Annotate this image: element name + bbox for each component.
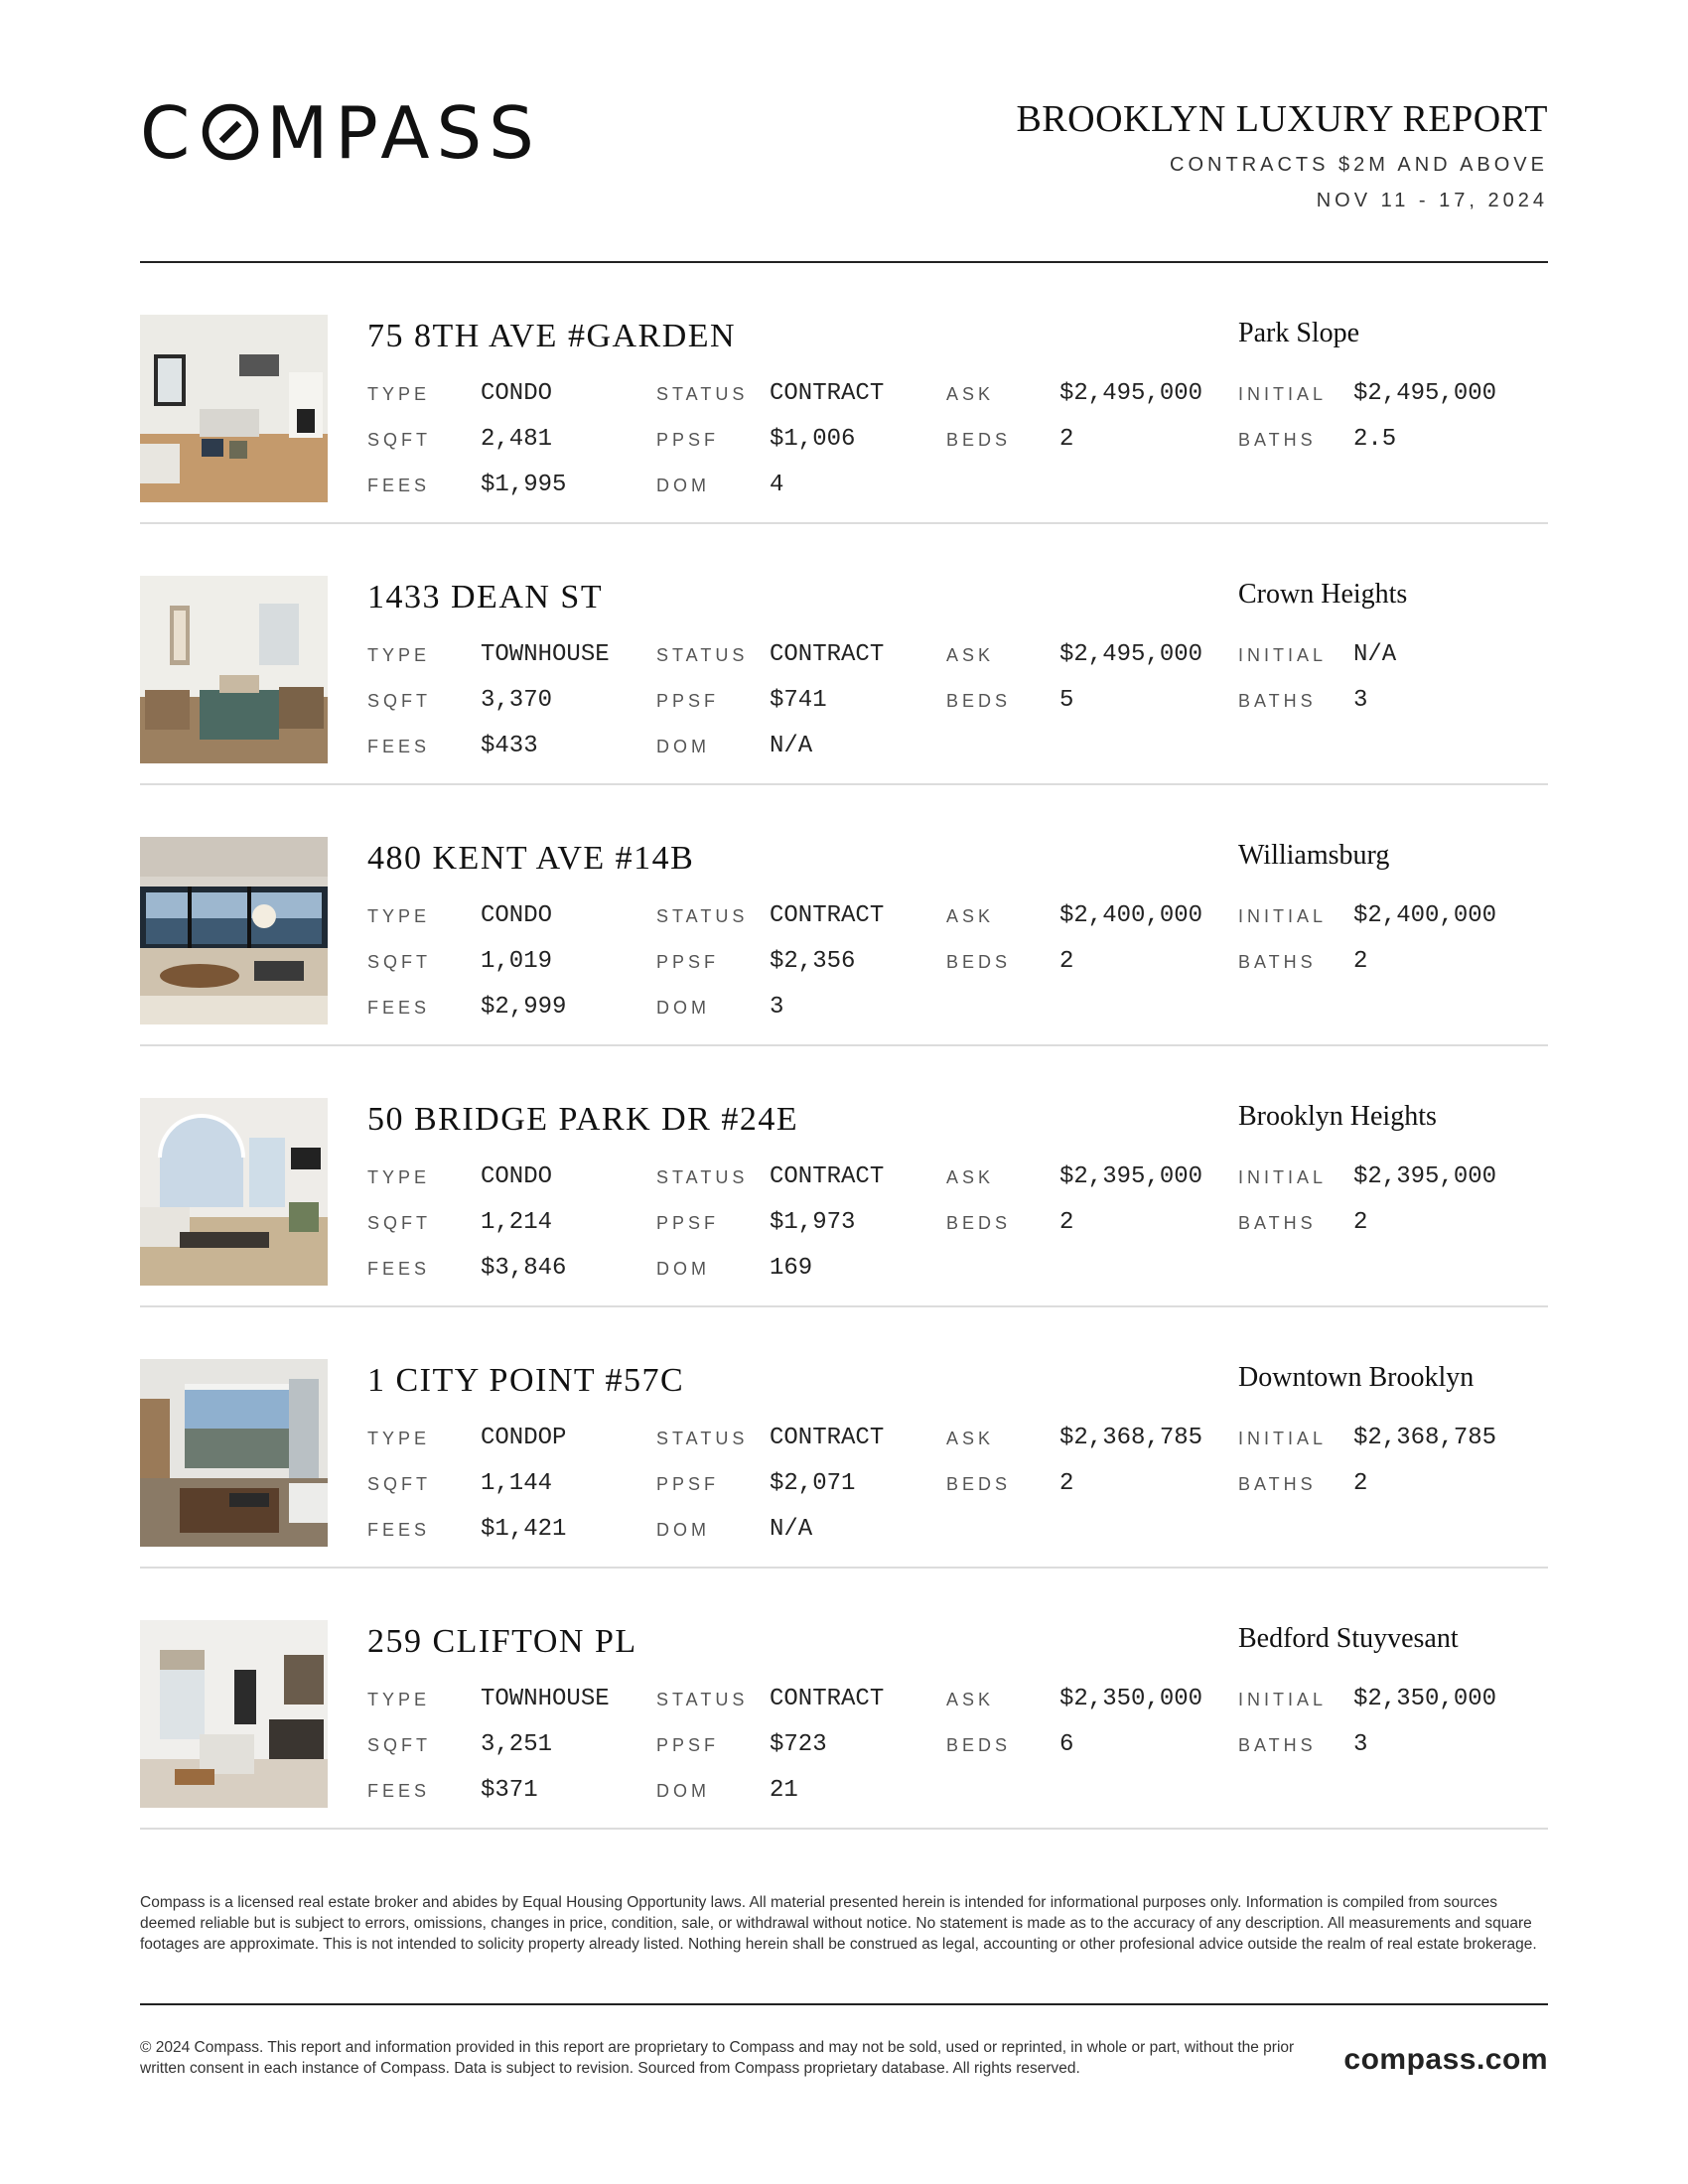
dom-label: DOM bbox=[656, 1520, 710, 1540]
ppsf-value: $741 bbox=[770, 687, 827, 714]
initial-value: $2,495,000 bbox=[1353, 380, 1497, 407]
initial-value: $2,368,785 bbox=[1353, 1425, 1497, 1451]
type-value: CONDO bbox=[481, 1163, 553, 1190]
beds-value: 2 bbox=[1059, 948, 1074, 975]
copyright-text: © 2024 Compass. This report and information provided in this report are proprietary to Compass and may not be sold, used or reprinted, in whole or part, without the prior written consent in each instance of Compass. Data is subject to revision. Sourced from Compass proprietary database. All rights reserved. bbox=[140, 2039, 1295, 2077]
status-label: STATUS bbox=[656, 384, 749, 404]
status-value: CONTRACT bbox=[770, 902, 885, 929]
sqft-label: SQFT bbox=[367, 430, 431, 450]
listing-photo[interactable] bbox=[140, 837, 328, 1024]
ask-label: ASK bbox=[946, 1429, 995, 1448]
initial-label: INITIAL bbox=[1238, 1429, 1328, 1448]
ppsf-value: $2,071 bbox=[770, 1470, 856, 1497]
fees-value: $3,846 bbox=[481, 1255, 567, 1282]
type-label: TYPE bbox=[367, 1690, 431, 1709]
ask-label: ASK bbox=[946, 1690, 995, 1709]
initial-label: INITIAL bbox=[1238, 645, 1328, 665]
initial-value: $2,350,000 bbox=[1353, 1686, 1497, 1712]
initial-value: N/A bbox=[1353, 641, 1397, 668]
type-value: CONDO bbox=[481, 902, 553, 929]
ppsf-label: PPSF bbox=[656, 691, 720, 711]
type-label: TYPE bbox=[367, 1167, 431, 1187]
listing-row bbox=[140, 785, 1548, 1046]
status-value: CONTRACT bbox=[770, 641, 885, 668]
beds-label: BEDS bbox=[946, 691, 1012, 711]
baths-label: BATHS bbox=[1238, 952, 1317, 972]
ppsf-label: PPSF bbox=[656, 430, 720, 450]
fees-label: FEES bbox=[367, 737, 431, 756]
listing-neighborhood: Williamsburg bbox=[1238, 840, 1390, 871]
listing-address[interactable]: 259 CLIFTON PL bbox=[367, 1623, 637, 1660]
dom-label: DOM bbox=[656, 476, 710, 495]
fees-value: $1,995 bbox=[481, 472, 567, 498]
listing-row bbox=[140, 1569, 1548, 1830]
fees-label: FEES bbox=[367, 1259, 431, 1279]
ppsf-label: PPSF bbox=[656, 1213, 720, 1233]
initial-label: INITIAL bbox=[1238, 906, 1328, 926]
listing-photo[interactable] bbox=[140, 315, 328, 502]
listing-neighborhood: Downtown Brooklyn bbox=[1238, 1362, 1475, 1393]
compass-logo: C MPASS bbox=[140, 91, 541, 175]
status-value: CONTRACT bbox=[770, 1686, 885, 1712]
ppsf-value: $2,356 bbox=[770, 948, 856, 975]
dom-value: 169 bbox=[770, 1255, 813, 1282]
baths-label: BATHS bbox=[1238, 1474, 1317, 1494]
sqft-label: SQFT bbox=[367, 1735, 431, 1755]
baths-label: BATHS bbox=[1238, 1213, 1317, 1233]
sqft-value: 3,370 bbox=[481, 687, 553, 714]
type-label: TYPE bbox=[367, 906, 431, 926]
beds-label: BEDS bbox=[946, 1735, 1012, 1755]
listing-photo[interactable] bbox=[140, 1098, 328, 1286]
type-label: TYPE bbox=[367, 645, 431, 665]
sqft-value: 1,214 bbox=[481, 1209, 553, 1236]
fees-label: FEES bbox=[367, 998, 431, 1018]
sqft-value: 1,019 bbox=[481, 948, 553, 975]
dom-value: N/A bbox=[770, 1516, 813, 1543]
sqft-label: SQFT bbox=[367, 952, 431, 972]
baths-value: 2 bbox=[1353, 1470, 1368, 1497]
beds-label: BEDS bbox=[946, 430, 1012, 450]
type-value: TOWNHOUSE bbox=[481, 1686, 610, 1712]
initial-label: INITIAL bbox=[1238, 1167, 1328, 1187]
listing-row bbox=[140, 263, 1548, 524]
initial-value: $2,400,000 bbox=[1353, 902, 1497, 929]
status-label: STATUS bbox=[656, 1690, 749, 1709]
beds-value: 6 bbox=[1059, 1731, 1074, 1758]
status-label: STATUS bbox=[656, 906, 749, 926]
listing-neighborhood: Crown Heights bbox=[1238, 579, 1408, 610]
listing-address[interactable]: 50 BRIDGE PARK DR #24E bbox=[367, 1101, 799, 1138]
listings bbox=[140, 263, 1548, 1830]
compass-website-link[interactable]: compass.com bbox=[1343, 2043, 1548, 2076]
ask-value: $2,495,000 bbox=[1059, 641, 1203, 668]
fees-value: $371 bbox=[481, 1777, 538, 1804]
dom-label: DOM bbox=[656, 1259, 710, 1279]
fees-value: $1,421 bbox=[481, 1516, 567, 1543]
listing-address[interactable]: 1433 DEAN ST bbox=[367, 579, 604, 615]
report-subtitle: CONTRACTS $2M AND ABOVE bbox=[1170, 154, 1548, 176]
beds-value: 5 bbox=[1059, 687, 1074, 714]
beds-value: 2 bbox=[1059, 1470, 1074, 1497]
listing-neighborhood: Brooklyn Heights bbox=[1238, 1101, 1437, 1132]
sqft-label: SQFT bbox=[367, 1474, 431, 1494]
sqft-value: 3,251 bbox=[481, 1731, 553, 1758]
ppsf-label: PPSF bbox=[656, 952, 720, 972]
beds-label: BEDS bbox=[946, 1474, 1012, 1494]
baths-value: 2.5 bbox=[1353, 426, 1397, 453]
status-label: STATUS bbox=[656, 645, 749, 665]
ask-value: $2,400,000 bbox=[1059, 902, 1203, 929]
listing-address[interactable]: 75 8TH AVE #GARDEN bbox=[367, 318, 737, 354]
fees-label: FEES bbox=[367, 1520, 431, 1540]
sqft-label: SQFT bbox=[367, 1213, 431, 1233]
sqft-label: SQFT bbox=[367, 691, 431, 711]
beds-value: 2 bbox=[1059, 1209, 1074, 1236]
initial-value: $2,395,000 bbox=[1353, 1163, 1497, 1190]
listing-photo[interactable] bbox=[140, 576, 328, 763]
type-value: TOWNHOUSE bbox=[481, 641, 610, 668]
type-value: CONDO bbox=[481, 380, 553, 407]
fees-value: $433 bbox=[481, 733, 538, 759]
type-label: TYPE bbox=[367, 384, 431, 404]
ask-value: $2,368,785 bbox=[1059, 1425, 1203, 1451]
listing-address[interactable]: 1 CITY POINT #57C bbox=[367, 1362, 685, 1399]
status-value: CONTRACT bbox=[770, 380, 885, 407]
fees-label: FEES bbox=[367, 1781, 431, 1801]
dom-label: DOM bbox=[656, 737, 710, 756]
dom-value: N/A bbox=[770, 733, 813, 759]
status-value: CONTRACT bbox=[770, 1425, 885, 1451]
type-label: TYPE bbox=[367, 1429, 431, 1448]
ask-label: ASK bbox=[946, 906, 995, 926]
type-value: CONDOP bbox=[481, 1425, 567, 1451]
listing-row bbox=[140, 524, 1548, 785]
listing-row bbox=[140, 1046, 1548, 1307]
listing-photo[interactable] bbox=[140, 1620, 328, 1808]
ppsf-value: $723 bbox=[770, 1731, 827, 1758]
baths-label: BATHS bbox=[1238, 1735, 1317, 1755]
ask-value: $2,495,000 bbox=[1059, 380, 1203, 407]
baths-value: 3 bbox=[1353, 1731, 1368, 1758]
beds-value: 2 bbox=[1059, 426, 1074, 453]
report-date: NOV 11 - 17, 2024 bbox=[1316, 190, 1548, 211]
beds-label: BEDS bbox=[946, 952, 1012, 972]
ask-label: ASK bbox=[946, 645, 995, 665]
report-page bbox=[140, 0, 1548, 2184]
status-value: CONTRACT bbox=[770, 1163, 885, 1190]
beds-label: BEDS bbox=[946, 1213, 1012, 1233]
ask-label: ASK bbox=[946, 384, 995, 404]
baths-value: 3 bbox=[1353, 687, 1368, 714]
dom-value: 4 bbox=[770, 472, 784, 498]
ppsf-value: $1,006 bbox=[770, 426, 856, 453]
baths-value: 2 bbox=[1353, 948, 1368, 975]
footer-divider bbox=[140, 2003, 1548, 2005]
fees-label: FEES bbox=[367, 476, 431, 495]
listing-neighborhood: Park Slope bbox=[1238, 318, 1360, 348]
status-label: STATUS bbox=[656, 1167, 749, 1187]
disclaimer-text: Compass is a licensed real estate broker and abides by Equal Housing Opportunity laws. All material presented herein is intended for informational purposes only. Information is compiled from sources deemed reliable but is subject to errors, omissions, changes in price, condition, sale, or withdrawal without notice. No statement is made as to the accuracy of any description. All measurements and square footages are approximate. This is not intended to solicity property already listed. Nothing herein shall be construed as legal, accounting or other profesional advice outside the realm of real estate brokerage. bbox=[140, 1894, 1537, 1953]
dom-value: 3 bbox=[770, 994, 784, 1021]
dom-label: DOM bbox=[656, 998, 710, 1018]
listing-photo[interactable] bbox=[140, 1359, 328, 1547]
ppsf-label: PPSF bbox=[656, 1735, 720, 1755]
dom-value: 21 bbox=[770, 1777, 798, 1804]
ask-value: $2,350,000 bbox=[1059, 1686, 1203, 1712]
baths-value: 2 bbox=[1353, 1209, 1368, 1236]
dom-label: DOM bbox=[656, 1781, 710, 1801]
sqft-value: 2,481 bbox=[481, 426, 553, 453]
baths-label: BATHS bbox=[1238, 430, 1317, 450]
initial-label: INITIAL bbox=[1238, 1690, 1328, 1709]
listing-row bbox=[140, 1307, 1548, 1569]
ppsf-value: $1,973 bbox=[770, 1209, 856, 1236]
initial-label: INITIAL bbox=[1238, 384, 1328, 404]
baths-label: BATHS bbox=[1238, 691, 1317, 711]
fees-value: $2,999 bbox=[481, 994, 567, 1021]
ask-label: ASK bbox=[946, 1167, 995, 1187]
ppsf-label: PPSF bbox=[656, 1474, 720, 1494]
ask-value: $2,395,000 bbox=[1059, 1163, 1203, 1190]
report-title: BROOKLYN LUXURY REPORT bbox=[1016, 98, 1548, 140]
listing-neighborhood: Bedford Stuyvesant bbox=[1238, 1623, 1459, 1654]
status-label: STATUS bbox=[656, 1429, 749, 1448]
sqft-value: 1,144 bbox=[481, 1470, 553, 1497]
compass-o-icon bbox=[201, 102, 260, 162]
listing-address[interactable]: 480 KENT AVE #14B bbox=[367, 840, 695, 877]
